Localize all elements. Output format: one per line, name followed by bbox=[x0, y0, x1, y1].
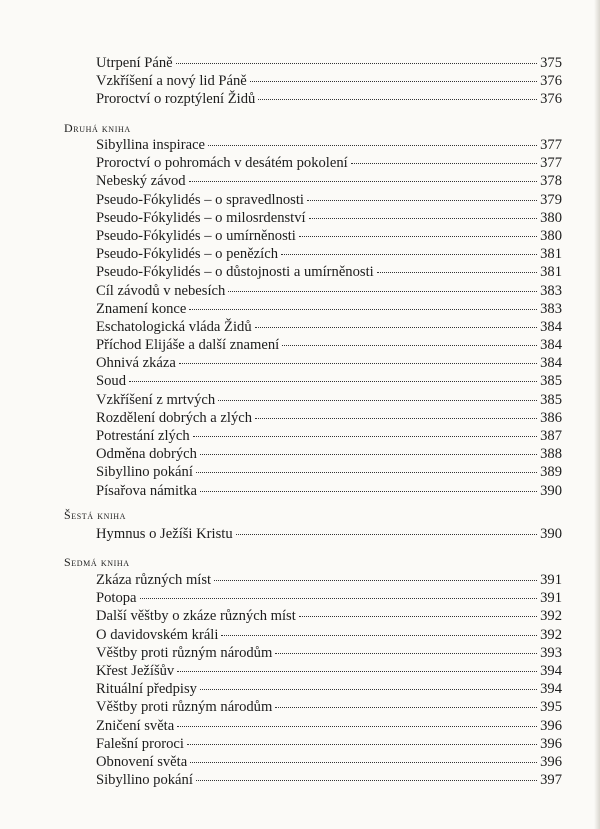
toc-entry bbox=[96, 172, 562, 190]
toc-entry bbox=[96, 771, 562, 789]
dot-leader bbox=[258, 99, 537, 100]
toc-entry bbox=[96, 245, 562, 263]
toc-entry-page: 384 bbox=[540, 355, 562, 372]
page-edge-shadow bbox=[594, 0, 600, 829]
toc-entry bbox=[96, 227, 562, 245]
toc-entry bbox=[96, 54, 562, 72]
toc-entry-page: 381 bbox=[540, 264, 562, 281]
dot-leader bbox=[307, 200, 537, 201]
dot-leader bbox=[193, 436, 537, 437]
toc-entry-title: Pseudo-Fókylidés – o milosrdenství bbox=[96, 209, 306, 226]
dot-leader bbox=[140, 598, 538, 599]
dot-leader bbox=[196, 780, 537, 781]
dot-leader bbox=[255, 418, 537, 419]
toc-entry-title: Ohnivá zkáza bbox=[96, 355, 176, 372]
toc-entry bbox=[96, 154, 562, 172]
toc-entry-page: 395 bbox=[540, 699, 562, 716]
toc-entry-page: 394 bbox=[540, 662, 562, 679]
toc-entry bbox=[96, 191, 562, 209]
toc-entry-page: 397 bbox=[540, 772, 562, 789]
toc-entry bbox=[96, 698, 562, 716]
dot-leader bbox=[196, 472, 537, 473]
toc-entry-page: 386 bbox=[540, 409, 562, 426]
toc-entries bbox=[96, 525, 562, 543]
dot-leader bbox=[309, 218, 538, 219]
toc-entry-page: 385 bbox=[540, 373, 562, 390]
toc-entry-title: O davidovském králi bbox=[96, 626, 219, 643]
toc-entry-title: Eschatologická vláda Židů bbox=[96, 318, 252, 335]
dot-leader bbox=[377, 272, 537, 273]
dot-leader bbox=[299, 616, 537, 617]
toc-entry bbox=[96, 662, 562, 680]
dot-leader bbox=[282, 345, 537, 346]
dot-leader bbox=[275, 653, 537, 654]
toc-entry-page: 388 bbox=[540, 446, 562, 463]
toc-entry-page: 391 bbox=[540, 572, 562, 588]
toc-entry-title: Pseudo-Fókylidés – o důstojnosti a umírněnosti bbox=[96, 264, 374, 281]
toc-entry-page: 378 bbox=[540, 173, 562, 190]
toc-entry-page: 384 bbox=[540, 318, 562, 335]
toc-entry-title: Křest Ježíšův bbox=[96, 662, 175, 679]
dot-leader bbox=[218, 400, 537, 401]
toc-entry-title: Odměna dobrých bbox=[96, 446, 197, 463]
toc-entry-title: Zničení světa bbox=[96, 717, 175, 734]
toc-entry-title: Věštby proti různým národům bbox=[96, 699, 273, 716]
toc-entry-title: Potopa bbox=[96, 590, 137, 607]
toc-entry-title: Sibyllina inspirace bbox=[96, 137, 206, 153]
dot-leader bbox=[200, 454, 537, 455]
toc-entry bbox=[96, 318, 562, 336]
toc-entry-page: 383 bbox=[540, 300, 562, 317]
dot-leader bbox=[179, 363, 537, 364]
toc-entry-page: 396 bbox=[540, 735, 562, 752]
dot-leader bbox=[177, 671, 537, 672]
toc-entry-title: Proroctví o rozptýlení Židů bbox=[96, 91, 256, 108]
toc-entry bbox=[96, 717, 562, 735]
dot-leader bbox=[208, 145, 537, 146]
toc-entry-page: 392 bbox=[540, 608, 562, 625]
toc-entry-page: 377 bbox=[540, 137, 562, 153]
toc-entry bbox=[96, 263, 562, 281]
toc-entry-page: 384 bbox=[540, 337, 562, 354]
toc-entry-page: 375 bbox=[540, 55, 562, 71]
toc-entry-title: Pseudo-Fókylidés – o penězích bbox=[96, 246, 278, 263]
toc-entry-title: Utrpení Páně bbox=[96, 55, 173, 71]
toc-entry-title: Cíl závodů v nebesích bbox=[96, 282, 226, 299]
toc-entry-title: Sibyllino pokání bbox=[96, 772, 193, 789]
toc-entry-title: Znamení konce bbox=[96, 300, 187, 317]
toc-entry-title: Vzkříšení a nový lid Páně bbox=[96, 73, 247, 90]
toc-entry-page: 379 bbox=[540, 191, 562, 208]
toc-entry bbox=[96, 589, 562, 607]
toc-entry-page: 376 bbox=[540, 73, 562, 90]
toc-entries bbox=[96, 54, 562, 109]
toc-entry-page: 381 bbox=[540, 246, 562, 263]
toc-entry bbox=[96, 72, 562, 90]
toc-entry-title: Hymnus o Ježíši Kristu bbox=[96, 526, 233, 542]
toc-entries bbox=[96, 571, 562, 789]
toc-entry bbox=[96, 626, 562, 644]
dot-leader bbox=[255, 327, 537, 328]
toc-entry bbox=[96, 680, 562, 698]
dot-leader bbox=[190, 762, 537, 763]
dot-leader bbox=[187, 744, 537, 745]
toc-entry-title: Proroctví o pohromách v desátém pokolení bbox=[96, 155, 348, 172]
dot-leader bbox=[200, 689, 537, 690]
toc-entry bbox=[96, 409, 562, 427]
dot-leader bbox=[221, 635, 537, 636]
toc-entry-page: 390 bbox=[540, 526, 562, 542]
toc-entry-title: Pseudo-Fókylidés – o spravedlnosti bbox=[96, 191, 304, 208]
toc-entry bbox=[96, 525, 562, 543]
section-heading: Šestá kniha bbox=[64, 508, 127, 522]
toc-entry-title: Falešní proroci bbox=[96, 735, 184, 752]
toc-entry-title: Písařova námitka bbox=[96, 482, 197, 499]
toc-entry-page: 391 bbox=[540, 590, 562, 607]
toc-entry bbox=[96, 427, 562, 445]
toc-entry bbox=[96, 735, 562, 753]
toc-entry-page: 392 bbox=[540, 626, 562, 643]
toc-entry bbox=[96, 571, 562, 589]
dot-leader bbox=[176, 63, 538, 64]
dot-leader bbox=[275, 707, 537, 708]
dot-leader bbox=[250, 81, 537, 82]
toc-entry bbox=[96, 90, 562, 108]
toc-entry-title: Věštby proti různým národům bbox=[96, 644, 273, 661]
toc-entry-title: Zkáza různých míst bbox=[96, 572, 212, 588]
toc-entry-page: 380 bbox=[540, 227, 562, 244]
toc-entry-title: Potrestání zlých bbox=[96, 428, 190, 444]
dot-leader bbox=[189, 309, 537, 310]
dot-leader bbox=[129, 381, 537, 382]
toc-entry-page: 393 bbox=[540, 644, 562, 661]
toc-entry bbox=[96, 445, 562, 463]
toc-entry bbox=[96, 354, 562, 372]
toc-entry bbox=[96, 753, 562, 771]
toc-entry-page: 377 bbox=[540, 155, 562, 172]
toc-entry-title: Nebeský závod bbox=[96, 173, 186, 190]
dot-leader bbox=[236, 534, 537, 535]
toc-entry bbox=[96, 336, 562, 354]
toc-entry bbox=[96, 300, 562, 318]
dot-leader bbox=[228, 291, 537, 292]
toc-entry bbox=[96, 391, 562, 409]
toc-entry bbox=[96, 463, 562, 481]
toc-entry bbox=[96, 372, 562, 390]
dot-leader bbox=[189, 181, 538, 182]
toc-entry-title: Obnovení světa bbox=[96, 753, 188, 770]
toc-entry-page: 394 bbox=[540, 681, 562, 698]
dot-leader bbox=[281, 254, 537, 255]
dot-leader bbox=[200, 491, 537, 492]
toc-entry bbox=[96, 607, 562, 625]
toc-entry bbox=[96, 209, 562, 227]
toc-entry-page: 380 bbox=[540, 209, 562, 226]
toc-entry-page: 385 bbox=[540, 391, 562, 408]
toc-entry-title: Příchod Elijáše a další znamení bbox=[96, 337, 280, 354]
toc-entry-page: 396 bbox=[540, 717, 562, 734]
toc-entry-page: 396 bbox=[540, 753, 562, 770]
toc-entry bbox=[96, 482, 562, 500]
toc-entry bbox=[96, 644, 562, 662]
dot-leader bbox=[299, 236, 537, 237]
toc-entry-title: Rozdělení dobrých a zlých bbox=[96, 409, 253, 426]
toc-entry-page: 387 bbox=[540, 428, 562, 444]
toc-entry-title: Rituální předpisy bbox=[96, 681, 197, 698]
toc-entry-title: Pseudo-Fókylidés – o umírněnosti bbox=[96, 227, 296, 244]
toc-entry-page: 376 bbox=[540, 91, 562, 108]
dot-leader bbox=[214, 580, 537, 581]
toc-entry-title: Sibyllino pokání bbox=[96, 464, 193, 481]
toc-entry bbox=[96, 282, 562, 300]
toc-entry bbox=[96, 136, 562, 154]
toc-entry-title: Další věštby o zkáze různých míst bbox=[96, 608, 296, 625]
section-heading: Druhá kniha bbox=[64, 121, 131, 135]
section-heading: Sedmá kniha bbox=[64, 555, 130, 569]
toc-entries bbox=[96, 136, 562, 500]
toc-entry-page: 383 bbox=[540, 282, 562, 299]
toc-entry-page: 389 bbox=[540, 464, 562, 481]
toc-entry-title: Vzkříšení z mrtvých bbox=[96, 391, 216, 408]
toc-entry-page: 390 bbox=[540, 482, 562, 499]
dot-leader bbox=[351, 163, 537, 164]
toc-entry-title: Soud bbox=[96, 373, 127, 390]
dot-leader bbox=[177, 726, 537, 727]
